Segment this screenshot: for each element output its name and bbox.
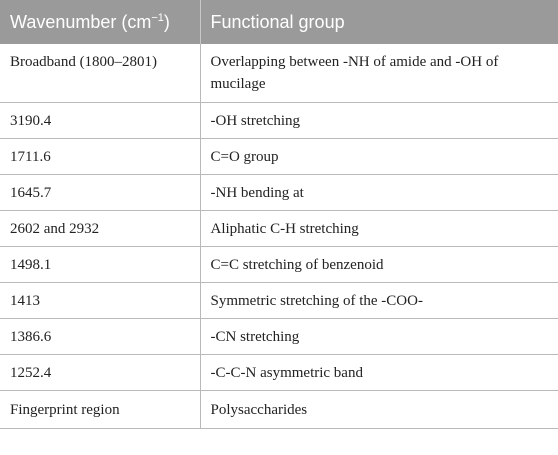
functional-group-cell: C=O group [200,138,558,174]
table-row [0,44,558,102]
table-body [0,44,558,428]
wavenumber-cell: 1711.6 [0,138,200,174]
functional-group-cell: Overlapping between -NH of amide and -OH of mucilage [200,44,558,102]
wavenumber-cell: 1386.6 [0,318,200,354]
header-wavenumber-text: Wavenumber (cm [10,11,152,32]
wavenumber-cell: Fingerprint region [0,390,200,428]
functional-group-cell: -C-C-N asymmetric band [200,354,558,390]
header-wavenumber-unit-exponent: −1 [151,11,164,24]
header-wavenumber [0,0,200,44]
functional-group-cell: C=C stretching of benzenoid [200,246,558,282]
wavenumber-cell: 1252.4 [0,354,200,390]
functional-group-cell: -OH stretching [200,102,558,138]
wavenumber-cell: 1645.7 [0,174,200,210]
table-row [0,174,558,210]
table-row [0,282,558,318]
table-header [0,0,558,44]
wavenumber-cell: 1413 [0,282,200,318]
header-functional-group: Functional group [200,0,558,44]
wavenumber-cell: 2602 and 2932 [0,210,200,246]
functional-group-cell: Aliphatic C-H stretching [200,210,558,246]
wavenumber-cell: 3190.4 [0,102,200,138]
header-row [0,0,558,44]
functional-group-cell: -NH bending at [200,174,558,210]
functional-group-cell: Polysaccharides [200,390,558,428]
header-wavenumber-close: ) [163,11,170,32]
table-row [0,138,558,174]
table-row [0,390,558,428]
table-row [0,246,558,282]
wavenumber-cell: Broadband (1800–2801) [0,44,200,102]
table-row [0,102,558,138]
wavenumber-cell: 1498.1 [0,246,200,282]
functional-group-cell: -CN stretching [200,318,558,354]
table-row [0,210,558,246]
table-row [0,354,558,390]
functional-group-cell: Symmetric stretching of the -COO- [200,282,558,318]
table-row [0,318,558,354]
